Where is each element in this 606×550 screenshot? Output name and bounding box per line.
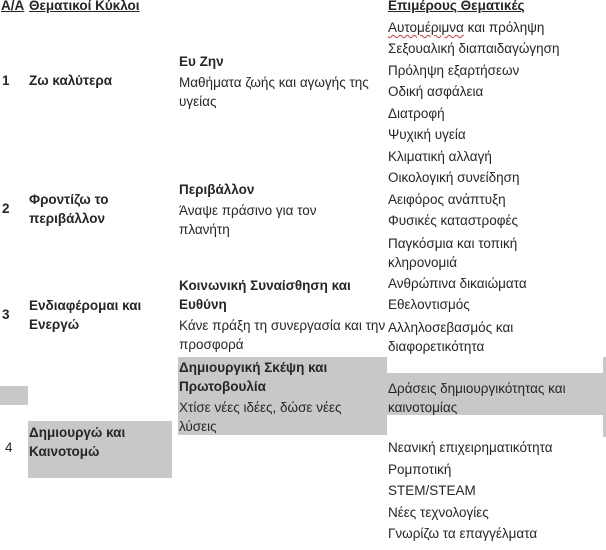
cycle-3: Ενδιαφέρομαι και Ενεργώ bbox=[29, 298, 142, 332]
subtheme-sex-education: Σεξουαλική διαπαιδαγώγηση bbox=[388, 41, 560, 56]
highlight-num-4 bbox=[0, 386, 28, 405]
module-desc-3: Κάνε πράξη τη συνεργασία και την προσφορά bbox=[179, 318, 386, 352]
subtheme-addiction-prevention: Πρόληψη εξαρτήσεων bbox=[388, 63, 520, 78]
spellcheck-flagged-word: Αυτομέριμνα bbox=[388, 20, 464, 35]
row-number-1: 1 bbox=[2, 73, 10, 88]
subtheme-natural-disasters: Φυσικές καταστροφές bbox=[388, 213, 518, 228]
header-subthemes: Επιμέρους Θεματικές bbox=[388, 0, 525, 13]
subtheme-self-care bbox=[388, 18, 544, 38]
subtheme-ecological-awareness: Οικολογική συνείδηση bbox=[388, 170, 520, 185]
cycle-1: Ζω καλύτερα bbox=[29, 73, 113, 88]
subtheme-nutrition: Διατροφή bbox=[388, 106, 445, 121]
module-title-3: Κοινωνική Συναίσθηση και Ευθύνη bbox=[179, 278, 351, 312]
module-desc-2: Άναψε πράσινο για τον πλανήτη bbox=[179, 203, 317, 237]
subtheme-human-rights: Ανθρώπινα δικαιώματα bbox=[388, 276, 527, 291]
cycle-4: Δημιουργώ και Καινοτομώ bbox=[29, 425, 126, 459]
row-number-2: 2 bbox=[2, 201, 10, 216]
subtheme-self-care-rest: και πρόληψη bbox=[463, 20, 545, 35]
subtheme-climate-change: Κλιματική αλλαγή bbox=[388, 149, 492, 164]
module-desc-1: Μαθήματα ζωής και αγωγής της υγείας bbox=[179, 75, 369, 109]
subtheme-stem-steam: STEM/STEAM bbox=[388, 483, 476, 498]
header-num: Α/Α bbox=[1, 0, 25, 13]
module-title-4: Δημιουργική Σκέψη και Πρωτοβουλία bbox=[179, 360, 328, 394]
subtheme-volunteering: Εθελοντισμός bbox=[388, 297, 470, 312]
subtheme-mutual-respect: Αλληλοσεβασμός και διαφορετικότητα bbox=[388, 320, 514, 354]
subtheme-road-safety: Οδική ασφάλεια bbox=[388, 84, 484, 99]
subtheme-new-technologies: Νέες τεχνολογίες bbox=[388, 505, 489, 520]
subtheme-robotics: Ρομποτική bbox=[388, 462, 452, 477]
module-title-1: Ευ Ζην bbox=[179, 54, 224, 69]
subtheme-mental-health: Ψυχική υγεία bbox=[388, 127, 466, 142]
row-number-4: 4 bbox=[5, 440, 13, 455]
subtheme-know-professions: Γνωρίζω τα επαγγέλματα bbox=[388, 526, 538, 541]
header-cycles: Θεματικοί Κύκλοι bbox=[29, 0, 140, 13]
module-title-2: Περιβάλλον bbox=[179, 182, 255, 197]
subtheme-heritage: Παγκόσμια και τοπική κληρονομιά bbox=[388, 236, 518, 270]
cycle-2: Φροντίζω το περιβάλλον bbox=[29, 192, 109, 226]
module-desc-4: Χτίσε νέες ιδέες, δώσε νέες λύσεις bbox=[179, 400, 342, 434]
row-number-3: 3 bbox=[2, 307, 10, 322]
subtheme-creativity-actions: Δράσεις δημιουργικότητας και καινοτομίας bbox=[388, 381, 566, 415]
subtheme-youth-entrepreneurship: Νεανική επιχειρηματικότητα bbox=[388, 440, 553, 455]
subtheme-sustainable-development: Αειφόρος ανάπτυξη bbox=[388, 192, 506, 207]
